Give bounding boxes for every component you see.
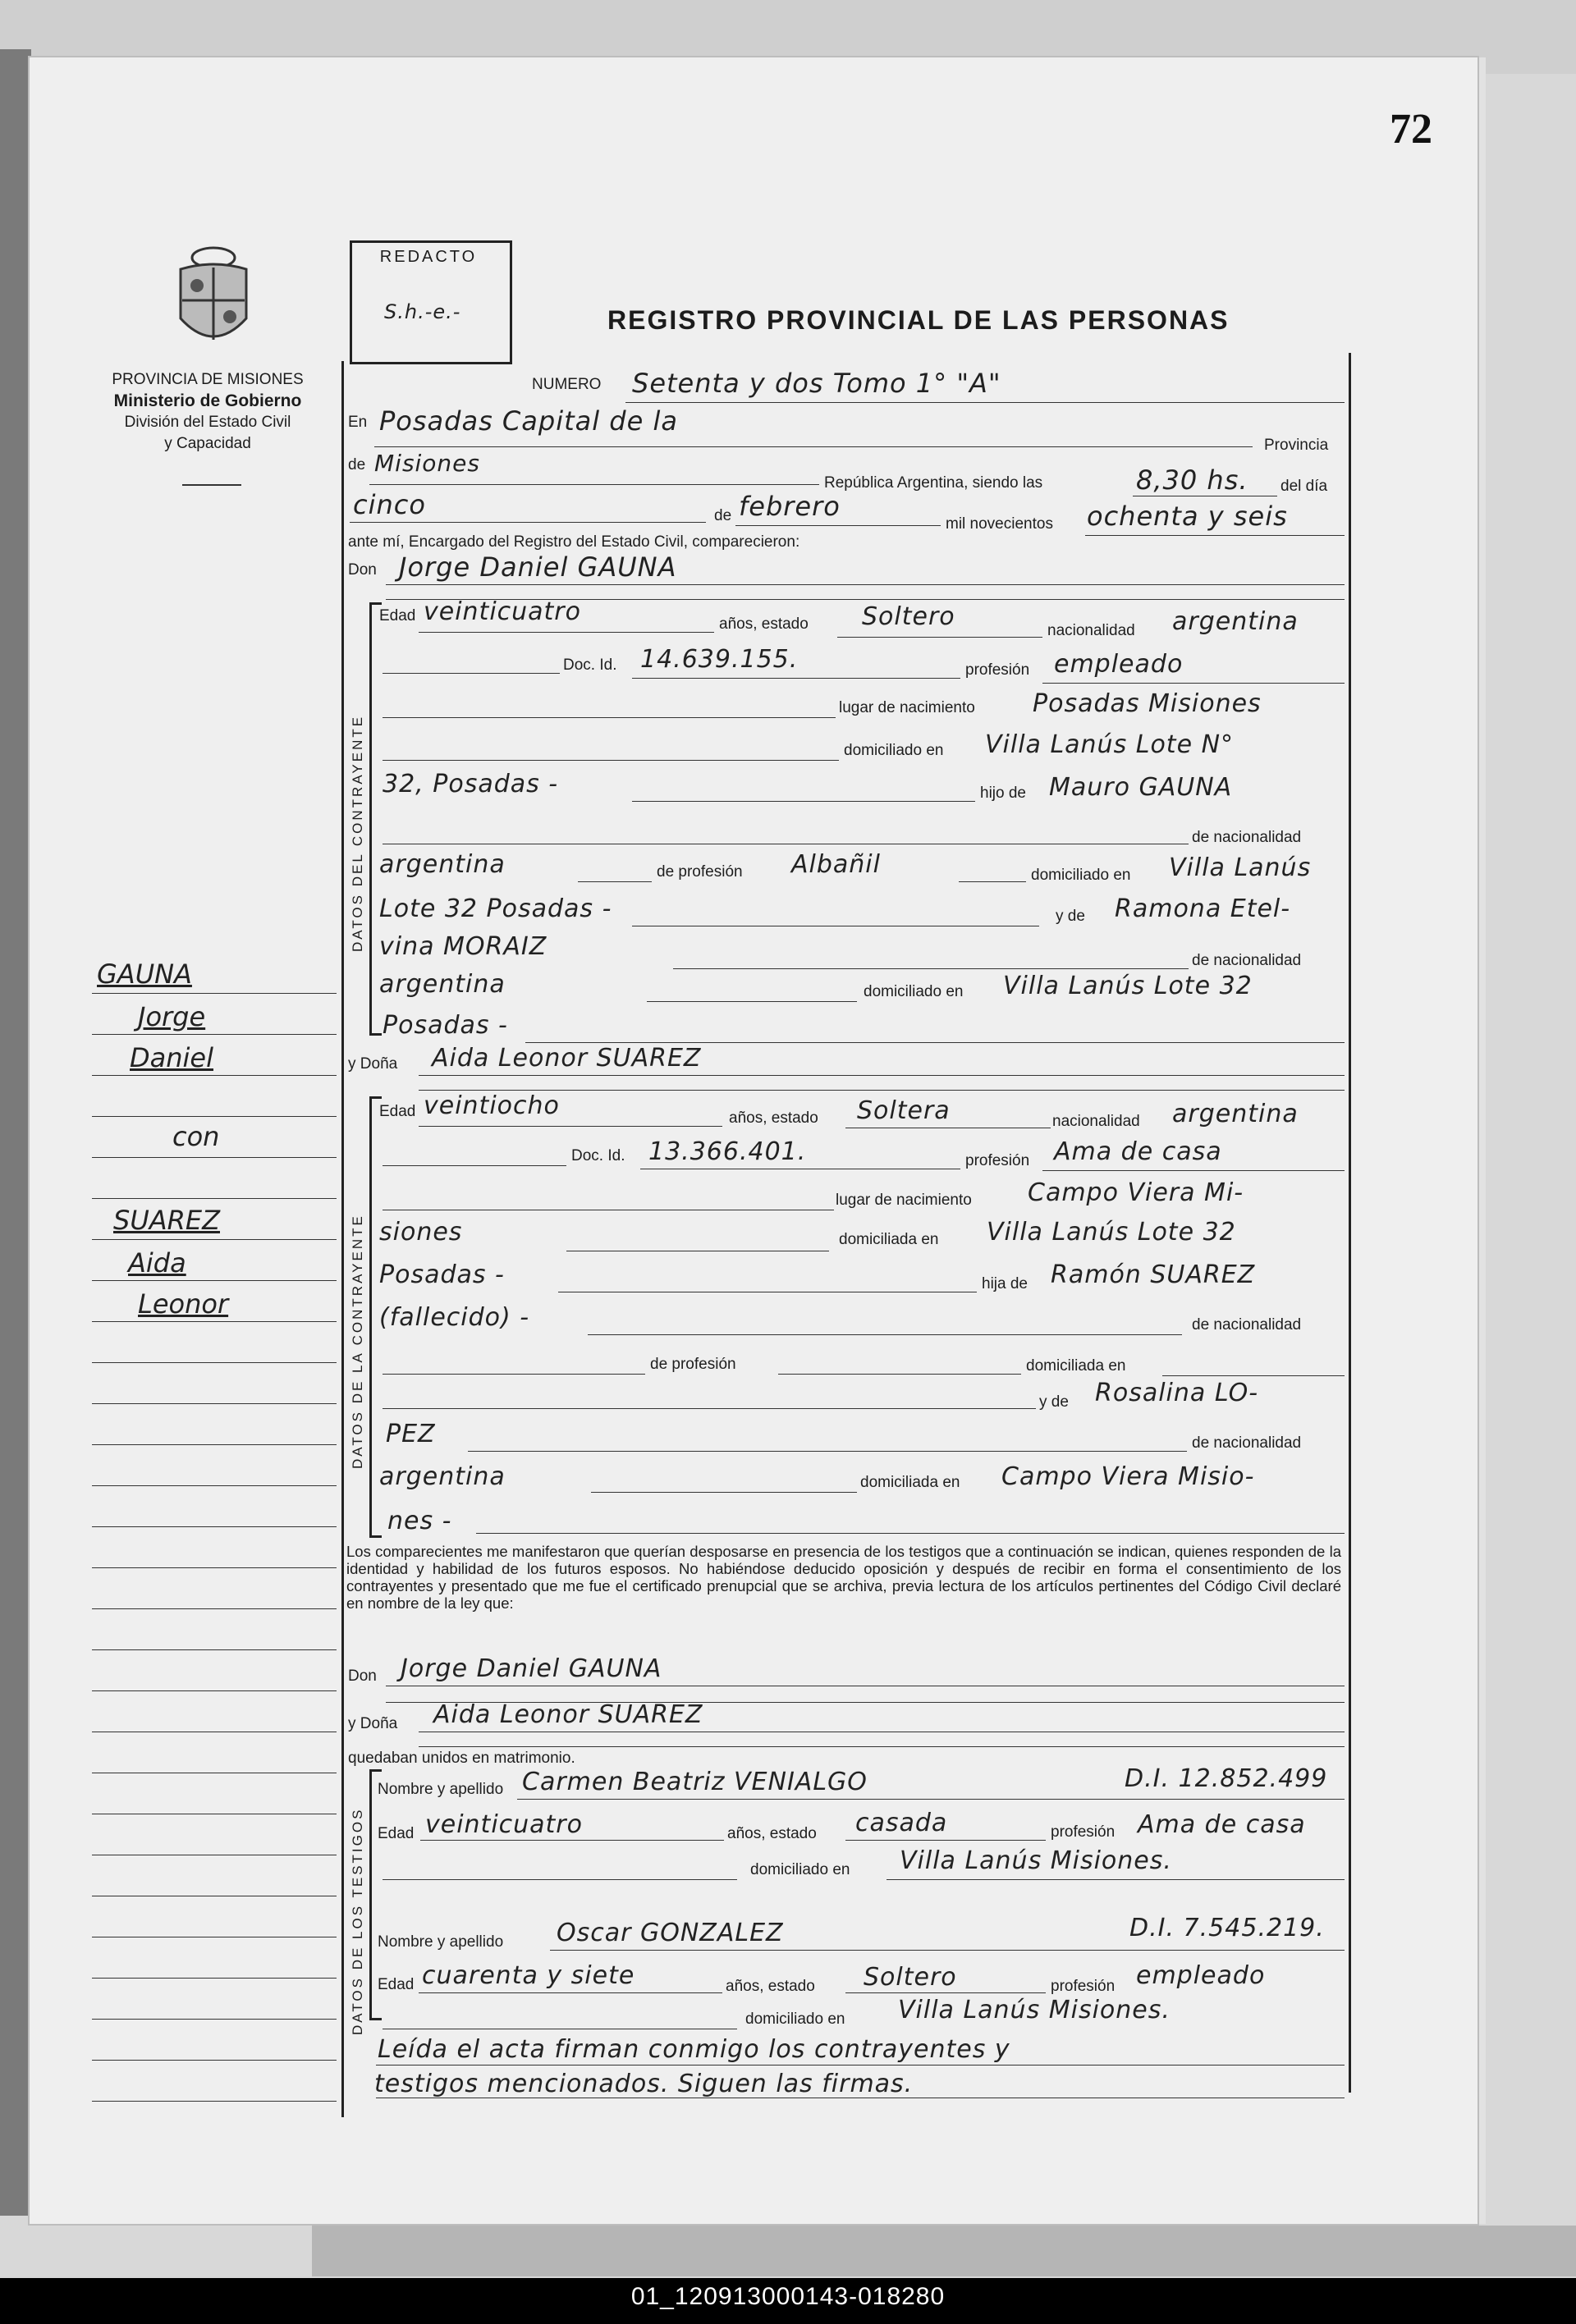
f-madre-nac-label: de nacionalidad — [1192, 1434, 1302, 1452]
t1-dom: Villa Lanús Misiones. — [900, 1846, 1172, 1875]
f-edad: veintiocho — [424, 1091, 560, 1120]
f-domicilio: Villa Lanús Lote 32 — [987, 1218, 1236, 1247]
f-padre-cont: (fallecido) - — [379, 1303, 530, 1332]
t1-prof-label: profesión — [1051, 1823, 1116, 1841]
margin-surname-2: SUAREZ — [113, 1205, 220, 1236]
margin-given-4: Leonor — [138, 1288, 229, 1320]
ante-text: ante mí, Encargado del Registro del Estado Civil, comparecieron: — [348, 533, 800, 551]
f-madre-dom-cont: nes - — [387, 1507, 452, 1535]
provincia-value: Misiones — [374, 450, 480, 477]
de-label-2: de — [714, 507, 732, 524]
decl-don-label: Don — [348, 1668, 377, 1685]
t1-estado: casada — [855, 1809, 948, 1837]
lugar-value: Posadas Capital de la — [379, 405, 678, 437]
c-padre-dom-cont: Lote 32 Posadas - — [379, 894, 612, 923]
hora-value: 8,30 hs. — [1136, 464, 1248, 496]
c-madre-nac: argentina — [379, 970, 506, 999]
footer-code: 01_120913000143-018280 — [630, 2283, 946, 2310]
c-domicilio-label: domiciliado en — [844, 742, 944, 759]
f-profesion-label: profesión — [965, 1152, 1030, 1169]
f-padre-dom-label: domiciliada en — [1026, 1357, 1126, 1375]
t2-estado: Soltero — [864, 1963, 957, 1992]
f-madre-dom-label: domiciliada en — [860, 1474, 960, 1491]
c-doc-label: Doc. Id. — [563, 656, 617, 674]
f-estado: Soltera — [857, 1096, 951, 1125]
f-madre-dom: Campo Viera Misio- — [1001, 1462, 1255, 1491]
f-anos-label: años, estado — [729, 1109, 818, 1127]
f-domicilio-label: domiciliada en — [839, 1231, 939, 1248]
c-madre-nac-label: de nacionalidad — [1192, 952, 1302, 969]
anio-value: ochenta y seis — [1087, 501, 1288, 532]
f-lugar-nac-cont: siones — [379, 1218, 463, 1247]
margin-surname-1: GAUNA — [97, 958, 192, 990]
c-madre-dom-label: domiciliado en — [864, 983, 964, 1000]
c-edad-label: Edad — [379, 607, 416, 624]
document-title: REGISTRO PROVINCIAL DE LAS PERSONAS — [607, 305, 1230, 335]
c-madre-dom: Villa Lanús Lote 32 — [1003, 972, 1253, 1000]
testigos-section-label: DATOS DE LOS TESTIGOS — [350, 1807, 365, 2035]
page-number: 72 — [1390, 106, 1432, 153]
f-padre-nac-label: de nacionalidad — [1192, 1316, 1302, 1334]
legal-declaration: Los comparecientes me manifestaron que querían desposarse en presencia de los testigos que a continuación se indican, quienes responden de la identidad y habilidad de los futuros esposos. No habiéndose deducido oposición y después de recibir en forma el consentimiento de los contrayentes y presentado que me fue el certificado prenupcial que se archiva, previa lectura de los artículos pertinentes del Código Civil declaré en nombre de la ley que: — [346, 1543, 1341, 1612]
c-padre-nac: argentina — [379, 850, 506, 879]
t1-nombre-label: Nombre y apellido — [378, 1781, 504, 1798]
f-y-de-label: y de — [1039, 1393, 1069, 1411]
decl-dona-label: y Doña — [348, 1715, 398, 1732]
column-divider — [341, 361, 344, 2117]
c-madre-dom-cont: Posadas - — [383, 1011, 508, 1040]
decl-esposa: Aida Leonor SUAREZ — [433, 1700, 703, 1729]
numero-value: Setenta y dos Tomo 1° "A" — [632, 368, 1001, 399]
t1-doc: D.I. 12.852.499 — [1125, 1764, 1328, 1793]
t2-anos-label: años, estado — [726, 1978, 815, 1995]
book-binding — [0, 49, 31, 2216]
c-nacionalidad-label: nacionalidad — [1047, 622, 1135, 639]
margin-con: con — [172, 1121, 220, 1152]
f-madre-nac: argentina — [379, 1462, 506, 1491]
t2-dom: Villa Lanús Misiones. — [898, 1996, 1171, 2024]
c-hijo-label: hijo de — [980, 785, 1026, 802]
f-nacionalidad: argentina — [1172, 1100, 1299, 1128]
divider — [182, 484, 241, 486]
dona-label: y Doña — [348, 1055, 398, 1073]
f-hija-label: hija de — [982, 1275, 1028, 1292]
issuer-block — [80, 369, 335, 455]
division-name-cont: y Capacidad — [164, 435, 251, 452]
en-label: En — [348, 414, 368, 431]
f-nacionalidad-label: nacionalidad — [1052, 1113, 1140, 1130]
c-lugar-nac-label: lugar de nacimiento — [839, 699, 975, 716]
margin-given-3: Aida — [128, 1247, 186, 1279]
f-profesion: Ama de casa — [1054, 1137, 1222, 1166]
f-domicilio-cont: Posadas - — [379, 1260, 505, 1289]
t1-nombre: Carmen Beatriz VENIALGO — [522, 1768, 868, 1796]
c-padre-dom: Villa Lanús — [1169, 853, 1312, 882]
t1-anos-label: años, estado — [727, 1825, 817, 1842]
c-padre-prof-label: de profesión — [657, 863, 743, 881]
f-doc: 13.366.401. — [648, 1137, 807, 1166]
numero-label: NUMERO — [532, 376, 602, 393]
t2-edad-label: Edad — [378, 1976, 415, 1993]
decl-quedaban: quedaban unidos en matrimonio. — [348, 1750, 575, 1767]
decl-esposo: Jorge Daniel GAUNA — [401, 1654, 662, 1683]
c-profesion: empleado — [1054, 650, 1184, 679]
don-label: Don — [348, 561, 377, 579]
c-padre-dom-label: domiciliado en — [1031, 867, 1131, 884]
closing-line-1: Leída el acta firman conmigo los contrayentes y — [378, 2035, 1010, 2064]
c-profesion-label: profesión — [965, 661, 1030, 679]
division-name: División del Estado Civil — [124, 414, 291, 431]
f-doc-label: Doc. Id. — [571, 1147, 625, 1164]
contrayente-nombre: Jorge Daniel GAUNA — [399, 551, 677, 583]
margin-given-1: Jorge — [138, 1001, 206, 1032]
t1-prof: Ama de casa — [1138, 1810, 1306, 1839]
c-lugar-nac: Posadas Misiones — [1033, 689, 1262, 718]
t2-edad: cuarenta y siete — [422, 1961, 635, 1990]
c-madre-cont: vina MORAIZ — [379, 932, 547, 961]
f-lugar-nac: Campo Viera Mi- — [1028, 1178, 1244, 1207]
c-padre: Mauro GAUNA — [1049, 773, 1233, 802]
t2-dom-label: domiciliado en — [745, 2011, 845, 2028]
mes-value: febrero — [739, 491, 841, 522]
f-edad-label: Edad — [379, 1103, 416, 1120]
closing-line-2: testigos mencionados. Siguen las firmas. — [374, 2070, 914, 2098]
provincia-label: Provincia — [1264, 437, 1329, 454]
f-lugar-nac-label: lugar de nacimiento — [836, 1192, 972, 1209]
c-padre-prof: Albañil — [791, 850, 881, 879]
c-estado: Soltero — [862, 602, 955, 631]
republica-label: República Argentina, siendo las — [824, 474, 1043, 492]
t2-prof: empleado — [1136, 1961, 1266, 1990]
right-border — [1349, 353, 1351, 2093]
c-nacionalidad: argentina — [1172, 607, 1299, 636]
c-y-de-label: y de — [1056, 908, 1085, 925]
redacto-value: S.h.-e.- — [384, 300, 461, 323]
redacto-label: REDACTO — [379, 248, 478, 266]
c-madre: Ramona Etel- — [1115, 894, 1291, 923]
contrayente-section-label: DATOS DEL CONTRAYENTE — [350, 714, 365, 952]
t1-dom-label: domiciliado en — [750, 1861, 850, 1878]
mil-label: mil novecientos — [946, 515, 1053, 533]
t2-nombre-label: Nombre y apellido — [378, 1933, 504, 1951]
del-dia-label: del día — [1280, 478, 1328, 495]
t2-doc: D.I. 7.545.219. — [1129, 1914, 1325, 1942]
c-domicilio-cont: 32, Posadas - — [383, 770, 559, 798]
coat-of-arms-icon — [164, 243, 263, 358]
t2-nombre: Oscar GONZALEZ — [557, 1919, 784, 1947]
c-anos-label: años, estado — [719, 615, 809, 633]
ministry-name: Ministerio de Gobierno — [113, 391, 302, 410]
contrayenta-section-label: DATOS DE LA CONTRAYENTE — [350, 1214, 365, 1469]
t1-edad-label: Edad — [378, 1825, 415, 1842]
f-padre-prof-label: de profesión — [650, 1356, 736, 1373]
f-madre: Rosalina LO- — [1095, 1379, 1259, 1407]
contrayenta-nombre: Aida Leonor SUAREZ — [432, 1044, 702, 1073]
margin-given-2: Daniel — [130, 1042, 213, 1073]
t2-prof-label: profesión — [1051, 1978, 1116, 1995]
dia-value: cinco — [353, 489, 426, 520]
c-padre-nac-label: de nacionalidad — [1192, 829, 1302, 846]
de-label: de — [348, 456, 366, 473]
t1-edad: veinticuatro — [425, 1810, 583, 1839]
c-domicilio: Villa Lanús Lote N° — [985, 730, 1235, 759]
province-name: PROVINCIA DE MISIONES — [112, 371, 304, 388]
f-padre: Ramón SUAREZ — [1051, 1260, 1256, 1289]
page-bottom-edge — [312, 2226, 1576, 2276]
c-doc: 14.639.155. — [640, 645, 799, 674]
f-madre-cont: PEZ — [386, 1420, 436, 1448]
c-edad: veinticuatro — [424, 597, 581, 626]
